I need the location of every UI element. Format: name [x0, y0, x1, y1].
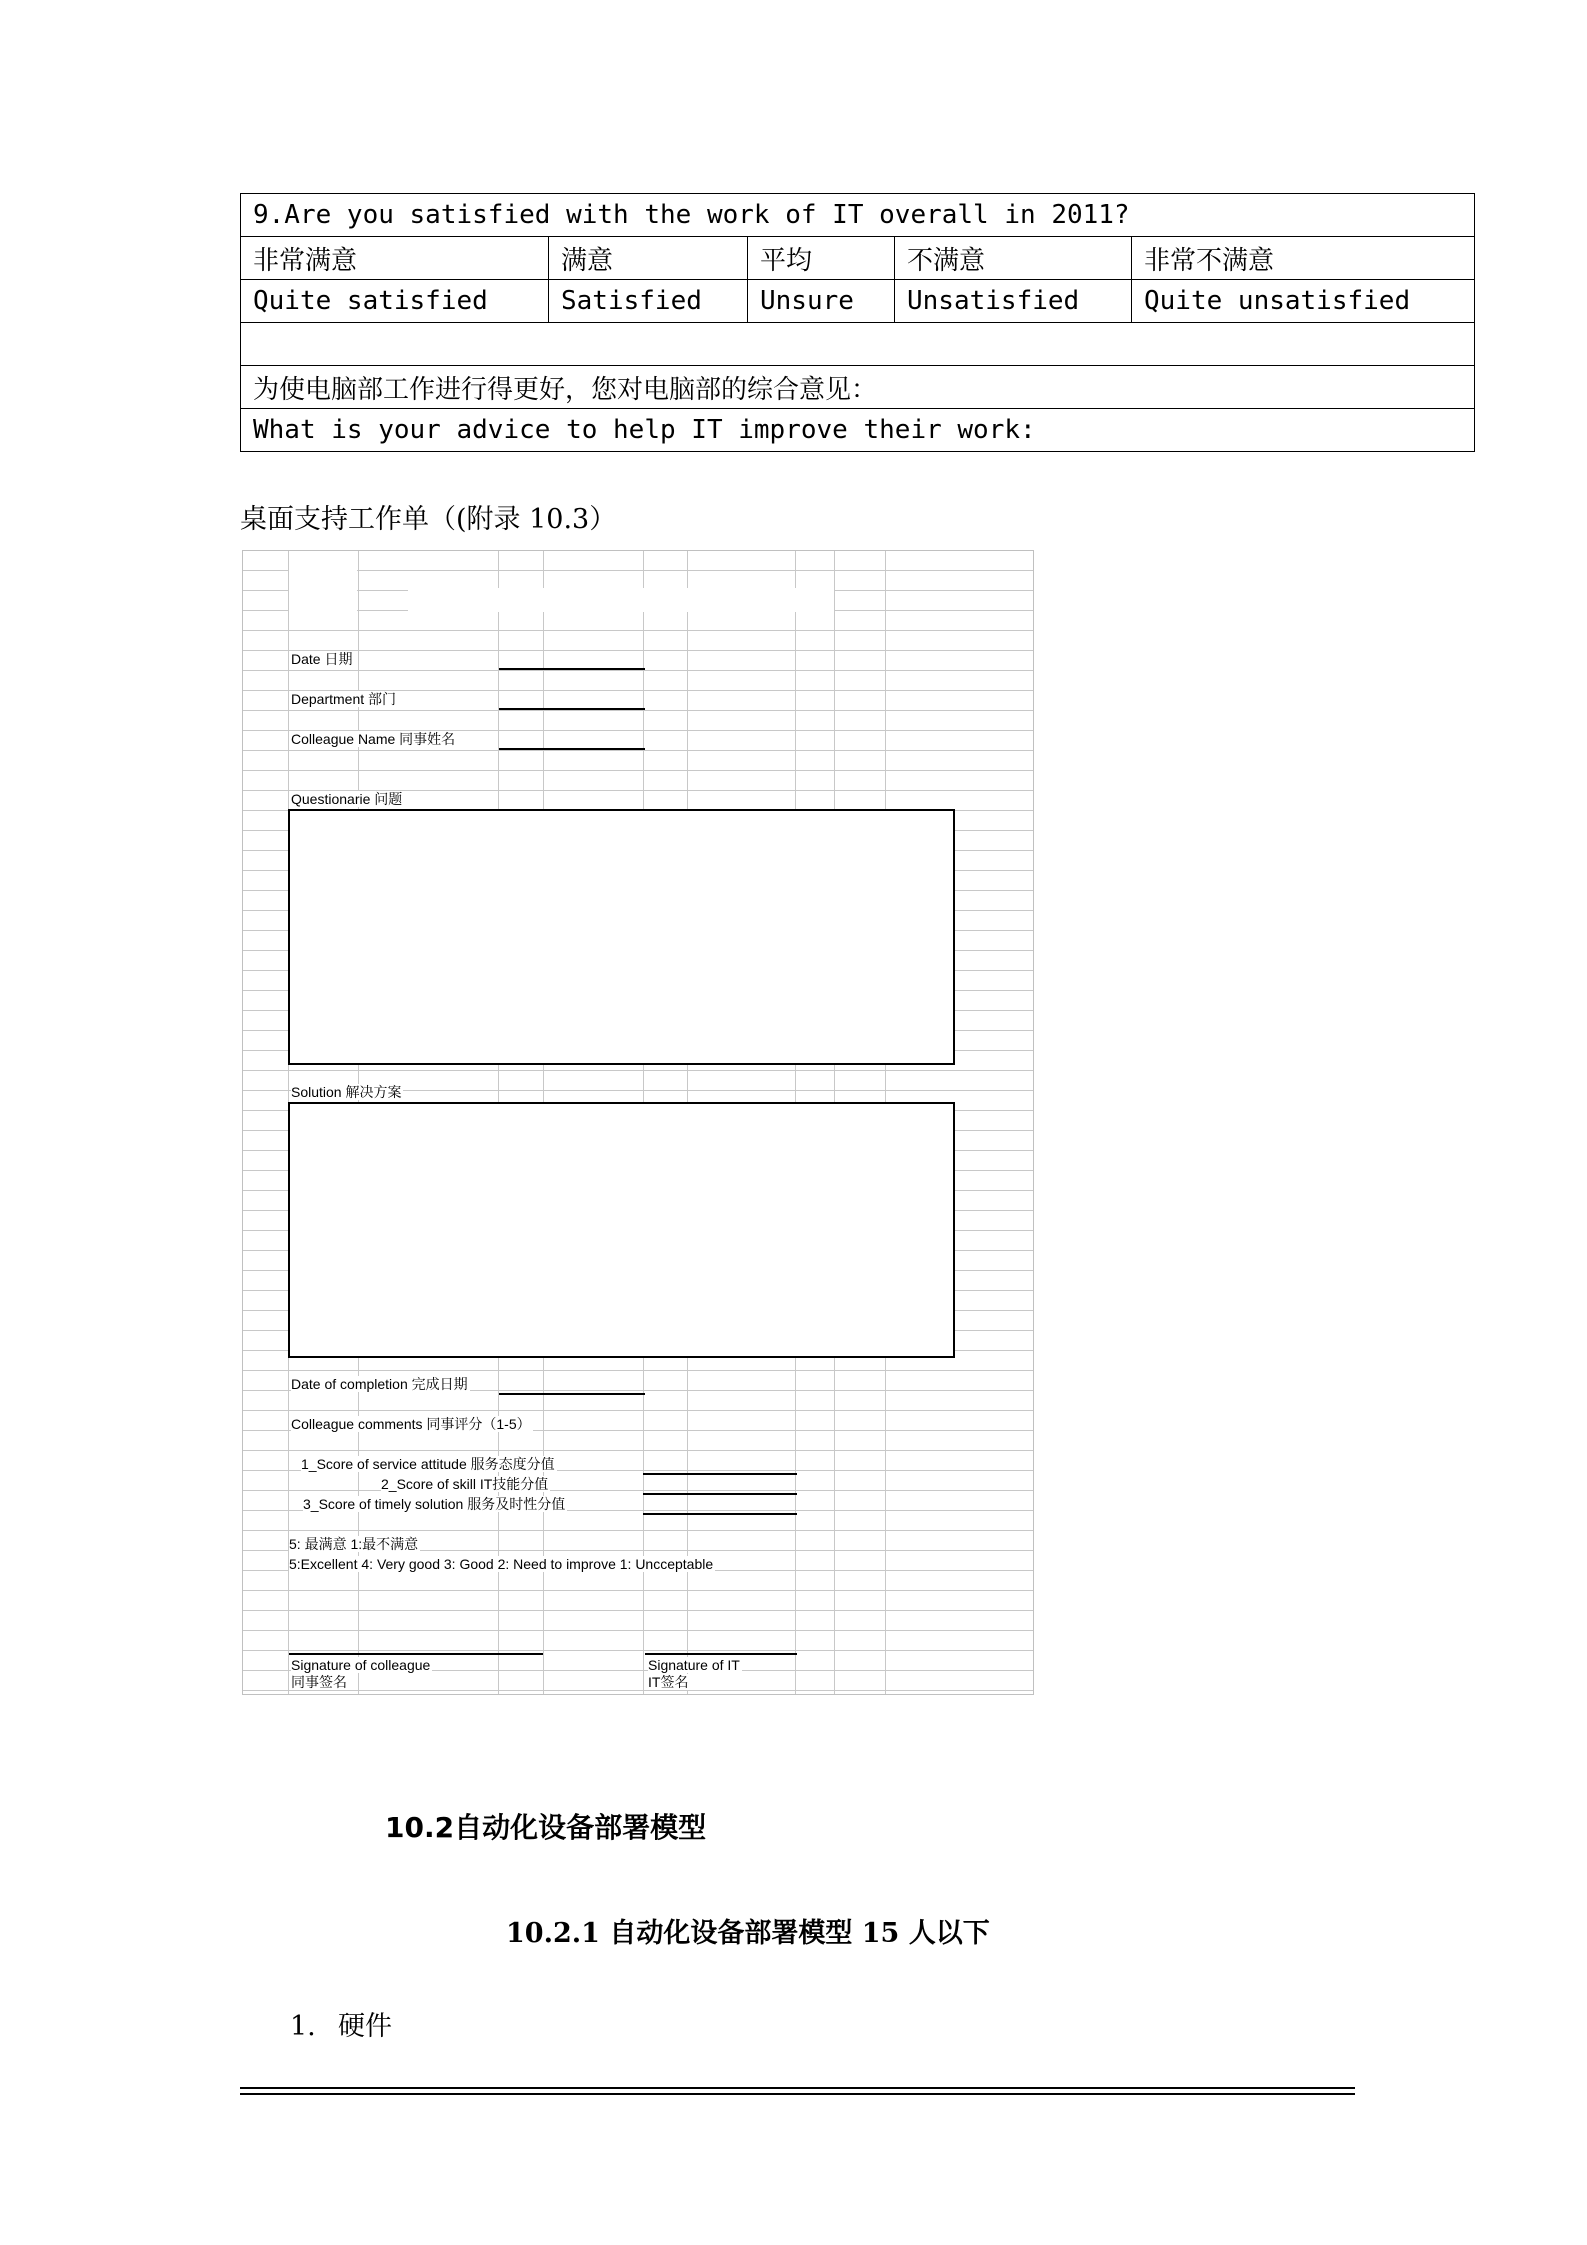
- completion-date-field[interactable]: [499, 1393, 645, 1395]
- questionnaire-box[interactable]: [288, 809, 955, 1065]
- score-service-field[interactable]: [643, 1473, 797, 1475]
- scale-cn-legend: 5: 最满意 1:最不满意: [289, 1536, 419, 1552]
- department-label: Department 部门: [291, 691, 397, 707]
- department-field[interactable]: [499, 708, 645, 710]
- appendix-caption: 桌面支持工作单（(附录 10.3）: [240, 504, 617, 535]
- footer-rule: [240, 2087, 1355, 2089]
- option-en-satisfied: Satisfied: [549, 280, 748, 323]
- option-en-unsure: Unsure: [748, 280, 895, 323]
- subsection-heading: 10.2.1 自动化设备部署模型 15 人以下: [506, 1918, 990, 1949]
- list-item: [290, 2004, 392, 2043]
- scale-en-legend: 5:Excellent 4: Very good 3: Good 2: Need to improve 1: Uncceptable: [289, 1556, 714, 1572]
- date-label: Date 日期: [291, 651, 353, 667]
- survey-blank-row: [241, 323, 1475, 366]
- section-heading: 10.2自动化设备部署模型: [385, 1811, 707, 1844]
- satisfaction-survey-table: [240, 193, 1475, 452]
- footer-rule-double: [240, 2093, 1355, 2095]
- colleague-signature-label: Signature of colleague: [291, 1657, 431, 1673]
- colleague-name-field[interactable]: [499, 748, 645, 750]
- colleague-signature-line[interactable]: [289, 1653, 543, 1655]
- it-signature-label: Signature of IT: [648, 1657, 740, 1673]
- score-timely-field[interactable]: [643, 1513, 797, 1515]
- colleague-comments-label: Colleague comments 同事评分（1-5）: [291, 1416, 531, 1432]
- it-signature-cn: IT签名: [648, 1674, 689, 1690]
- date-field[interactable]: [499, 668, 645, 670]
- list-item-text: 硬件: [338, 2011, 392, 2042]
- score-timely-label: 3_Score of timely solution 服务及时性分值: [303, 1496, 566, 1512]
- desk-support-form: [242, 550, 1034, 1695]
- score-service-label: 1_Score of service attitude 服务态度分值: [301, 1456, 555, 1472]
- colleague-name-label: Colleague Name 同事姓名: [291, 731, 456, 747]
- option-cn-satisfied: 满意: [549, 237, 748, 280]
- questionnaire-label: Questionarie 问题: [291, 791, 403, 807]
- option-cn-unsure: 平均: [748, 237, 895, 280]
- solution-label: Solution 解决方案: [291, 1084, 402, 1100]
- score-skill-field[interactable]: [643, 1493, 797, 1495]
- option-en-quite-unsatisfied: Quite unsatisfied: [1132, 280, 1475, 323]
- completion-date-label: Date of completion 完成日期: [291, 1376, 468, 1392]
- option-cn-unsatisfied: 不满意: [895, 237, 1132, 280]
- option-en-unsatisfied: Unsatisfied: [895, 280, 1132, 323]
- colleague-signature-cn: 同事签名: [291, 1674, 347, 1690]
- option-en-quite-satisfied: Quite satisfied: [241, 280, 549, 323]
- advice-prompt-en: What is your advice to help IT improve their work:: [241, 409, 1475, 452]
- it-signature-line[interactable]: [645, 1653, 797, 1655]
- option-cn-quite-unsatisfied: 非常不满意: [1132, 237, 1475, 280]
- list-item-number: 1.: [290, 2011, 316, 2042]
- advice-prompt-cn: 为使电脑部工作进行得更好，您对电脑部的综合意见：: [241, 366, 1475, 409]
- solution-box[interactable]: [288, 1102, 955, 1358]
- survey-question: 9.Are you satisfied with the work of IT overall in 2011?: [241, 194, 1475, 237]
- option-cn-quite-satisfied: 非常满意: [241, 237, 549, 280]
- score-skill-label: 2_Score of skill IT技能分值: [381, 1476, 549, 1492]
